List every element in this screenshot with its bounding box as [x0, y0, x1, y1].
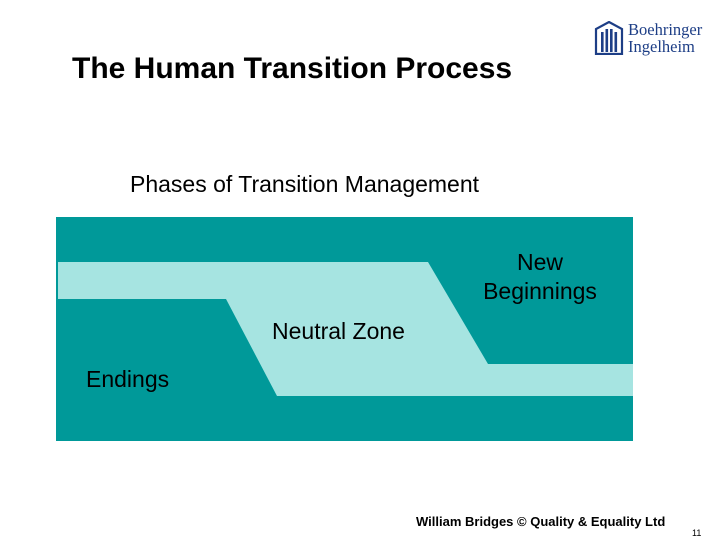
logo-wordmark: [628, 21, 702, 55]
logo-mark-icon: [594, 21, 624, 55]
phase-endings: Endings: [86, 366, 170, 392]
phase-neutral-zone: Neutral Zone: [272, 318, 405, 344]
slide-title: The Human Transition Process: [72, 52, 513, 85]
logo-line-2: Ingelheim: [628, 37, 695, 56]
logo-line-1: Boehringer: [628, 20, 703, 39]
diagram-subtitle: Phases of Transition Management: [130, 171, 480, 197]
company-logo: [590, 18, 705, 60]
page-number: 11: [692, 528, 702, 538]
phase-new-beginnings: New Beginnings: [483, 249, 597, 304]
footer-credit: William Bridges © Quality & Equality Ltd: [416, 514, 666, 529]
